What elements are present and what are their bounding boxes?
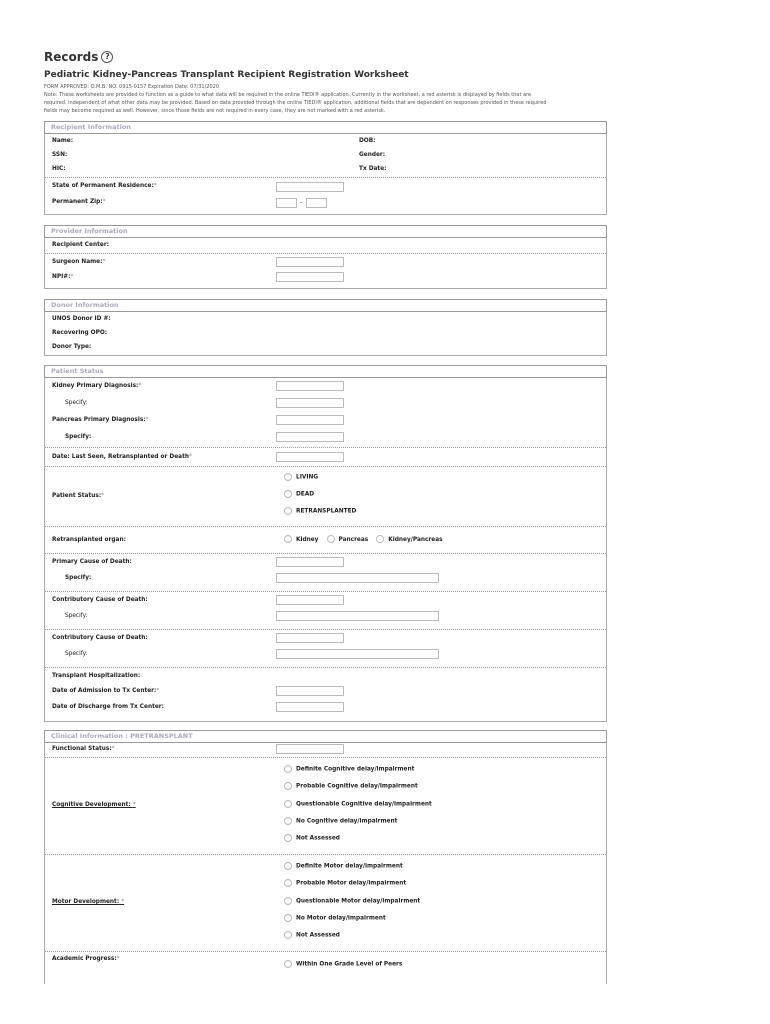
ssn-label: SSN: [52, 152, 68, 158]
kidney-dx-label: Kidney Primary Diagnosis:* [52, 383, 142, 389]
tx-hosp-label: Transplant Hospitalization: [52, 673, 141, 679]
section-heading: Recipient Information [44, 121, 607, 134]
discharge-input[interactable] [276, 702, 344, 712]
academic-label: Academic Progress:* [52, 956, 120, 962]
surgeon-label: Surgeon Name:* [52, 259, 106, 265]
primary-cod-group [45, 554, 606, 592]
note-line: Note: These worksheets are provided to function as a guide to what data will be required in the online TIEDI® application. Currently in the worksheet, a red asterisk is displayed by fields that are [44, 92, 532, 98]
page-title [44, 50, 607, 64]
specify-label: Specify: [65, 434, 92, 440]
worksheet-subtitle: Pediatric Kidney-Pancreas Transplant Recipient Registration Worksheet [44, 70, 409, 80]
radio-icon[interactable] [284, 490, 292, 498]
pancreas-dx-label: Pancreas Primary Diagnosis:* [52, 417, 149, 423]
name-label: Name: [52, 138, 74, 144]
npi-input[interactable] [276, 272, 344, 282]
section-heading: Clinical Information : PRETRANSPLANT [44, 730, 607, 743]
recipient-identity-group [45, 134, 606, 178]
radio-cognitive-definite[interactable]: Definite Cognitive delay/impairment [284, 765, 414, 773]
radio-cognitive-none[interactable]: No Cognitive delay/impairment [284, 817, 397, 825]
radio-icon[interactable] [284, 782, 292, 790]
radio-motor-questionable[interactable]: Questionable Motor delay/impairment [284, 897, 420, 905]
radio-icon[interactable] [284, 535, 292, 543]
specify-label: Specify: [65, 651, 88, 657]
admission-label: Date of Admission to Tx Center:* [52, 688, 160, 694]
specify-label: Specify: [65, 613, 88, 619]
hospitalization-group [45, 668, 606, 721]
note-text [44, 91, 607, 115]
hic-label: HIC: [52, 166, 66, 172]
surgeon-input[interactable] [276, 257, 344, 267]
provider-section [44, 225, 607, 289]
radio-motor-not-assessed[interactable]: Not Assessed [284, 931, 340, 939]
radio-living[interactable]: LIVING [284, 473, 318, 481]
pancreas-dx-input[interactable] [276, 415, 344, 425]
retx-radio-line [284, 535, 449, 543]
radio-icon[interactable] [284, 473, 292, 481]
cognitive-label: Cognitive Development: * [52, 802, 136, 808]
contrib-cod-input[interactable] [276, 595, 344, 605]
radio-cognitive-not-assessed[interactable]: Not Assessed [284, 834, 340, 842]
provider-center-group [45, 238, 606, 254]
radio-icon[interactable] [284, 914, 292, 922]
motor-label: Motor Development: * [52, 899, 125, 905]
recipient-center-label: Recipient Center: [52, 242, 109, 248]
zip-label: Permanent Zip:* [52, 199, 106, 205]
patient-status-label: Patient Status:* [52, 493, 105, 499]
approval-text: FORM APPROVED: O.M.B. NO. 0915-0157 Expiration Date: 07/31/2020 [44, 84, 220, 90]
cognitive-group [45, 758, 606, 855]
contrib-cod-group-1 [45, 592, 606, 630]
date-group [45, 448, 606, 467]
admission-input[interactable] [276, 686, 344, 696]
help-icon[interactable]: ? [101, 51, 113, 63]
pancreas-specify-input[interactable] [276, 432, 344, 442]
radio-retransplanted[interactable]: RETRANSPLANTED [284, 507, 356, 515]
zip-input[interactable] [276, 198, 297, 208]
retx-organ-group [45, 527, 606, 554]
primary-cod-input[interactable] [276, 557, 344, 567]
specify-label: Specify: [65, 400, 88, 406]
patient-status-group [45, 467, 606, 527]
contrib-cod-input-2[interactable] [276, 633, 344, 643]
radio-icon[interactable] [284, 507, 292, 515]
state-label: State of Permanent Residence:* [52, 183, 157, 189]
date-last-label: Date: Last Seen, Retransplanted or Death* [52, 454, 192, 460]
kidney-dx-input[interactable] [276, 381, 344, 391]
primary-cod-label: Primary Cause of Death: [52, 559, 132, 565]
functional-group [45, 743, 606, 758]
radio-motor-none[interactable]: No Motor delay/impairment [284, 914, 386, 922]
radio-icon[interactable] [284, 897, 292, 905]
radio-kidney-pancreas[interactable]: Kidney/Pancreas [376, 537, 442, 543]
radio-cognitive-questionable[interactable]: Questionable Cognitive delay/impairment [284, 800, 432, 808]
contrib-cod-label: Contributory Cause of Death: [52, 635, 148, 641]
section-heading: Patient Status [44, 365, 607, 378]
dob-label: DOB: [359, 138, 376, 144]
radio-icon[interactable] [284, 960, 292, 968]
section-heading: Provider Information [44, 225, 607, 238]
radio-icon[interactable] [284, 931, 292, 939]
contrib-cod-label: Contributory Cause of Death: [52, 597, 148, 603]
provider-surgeon-group [45, 254, 606, 288]
date-last-input[interactable] [276, 452, 344, 462]
worksheet [44, 50, 607, 984]
contrib-cod-specify-input-2[interactable] [276, 649, 439, 659]
npi-label: NPI#:* [52, 274, 74, 280]
functional-label: Functional Status:* [52, 746, 115, 752]
donor-section [44, 299, 607, 356]
gender-label: Gender: [359, 152, 386, 158]
academic-group [45, 952, 606, 984]
radio-icon[interactable] [284, 879, 292, 887]
donor-id-label: UNOS Donor ID #: [52, 316, 111, 322]
txdate-label: Tx Date: [359, 166, 387, 172]
section-heading: Donor Information [44, 299, 607, 312]
radio-icon[interactable] [327, 535, 335, 543]
recipient-residence-group [45, 178, 606, 214]
discharge-label: Date of Discharge from Tx Center: [52, 704, 164, 710]
radio-icon[interactable] [284, 834, 292, 842]
radio-icon[interactable] [284, 862, 292, 870]
radio-cognitive-probable[interactable]: Probable Cognitive delay/impairment [284, 782, 418, 790]
recipient-section [44, 121, 607, 215]
donor-type-label: Donor Type: [52, 344, 92, 350]
donor-group [45, 312, 606, 355]
clinical-section [44, 730, 607, 984]
records-title: Records [44, 50, 99, 64]
radio-dead[interactable]: DEAD [284, 490, 314, 498]
state-input[interactable] [276, 182, 344, 192]
zip-dash: - [300, 199, 303, 206]
radio-icon[interactable] [284, 817, 292, 825]
motor-group [45, 855, 606, 952]
diagnosis-group [45, 378, 606, 448]
radio-kidney[interactable]: Kidney [284, 537, 318, 543]
note-line: required, independent of what other data may be provided. Based on data provided through the online TIEDI® application, additional fields that are dependent on responses provided in these required [44, 100, 547, 106]
note-line: fields may become required as well. However, since those fields are not required in every case, they are not marked with a red asterisk. [44, 108, 386, 114]
specify-label: Specify: [65, 575, 92, 581]
contrib-cod-specify-input[interactable] [276, 611, 439, 621]
opo-label: Recovering OPO: [52, 330, 108, 336]
primary-cod-specify-input[interactable] [276, 573, 439, 583]
radio-pancreas[interactable]: Pancreas [327, 537, 369, 543]
contrib-cod-group-2 [45, 630, 606, 668]
functional-input[interactable] [276, 744, 344, 754]
radio-icon[interactable] [376, 535, 384, 543]
radio-icon[interactable] [284, 765, 292, 773]
radio-motor-definite[interactable]: Definite Motor delay/impairment [284, 862, 403, 870]
radio-academic-within-one[interactable]: Within One Grade Level of Peers [284, 960, 402, 968]
radio-motor-probable[interactable]: Probable Motor delay/impairment [284, 879, 406, 887]
patient-status-section [44, 365, 607, 722]
kidney-specify-input[interactable] [276, 398, 344, 408]
radio-icon[interactable] [284, 800, 292, 808]
zip-ext-input[interactable] [306, 198, 327, 208]
retx-organ-label: Retransplanted organ: [52, 537, 126, 543]
